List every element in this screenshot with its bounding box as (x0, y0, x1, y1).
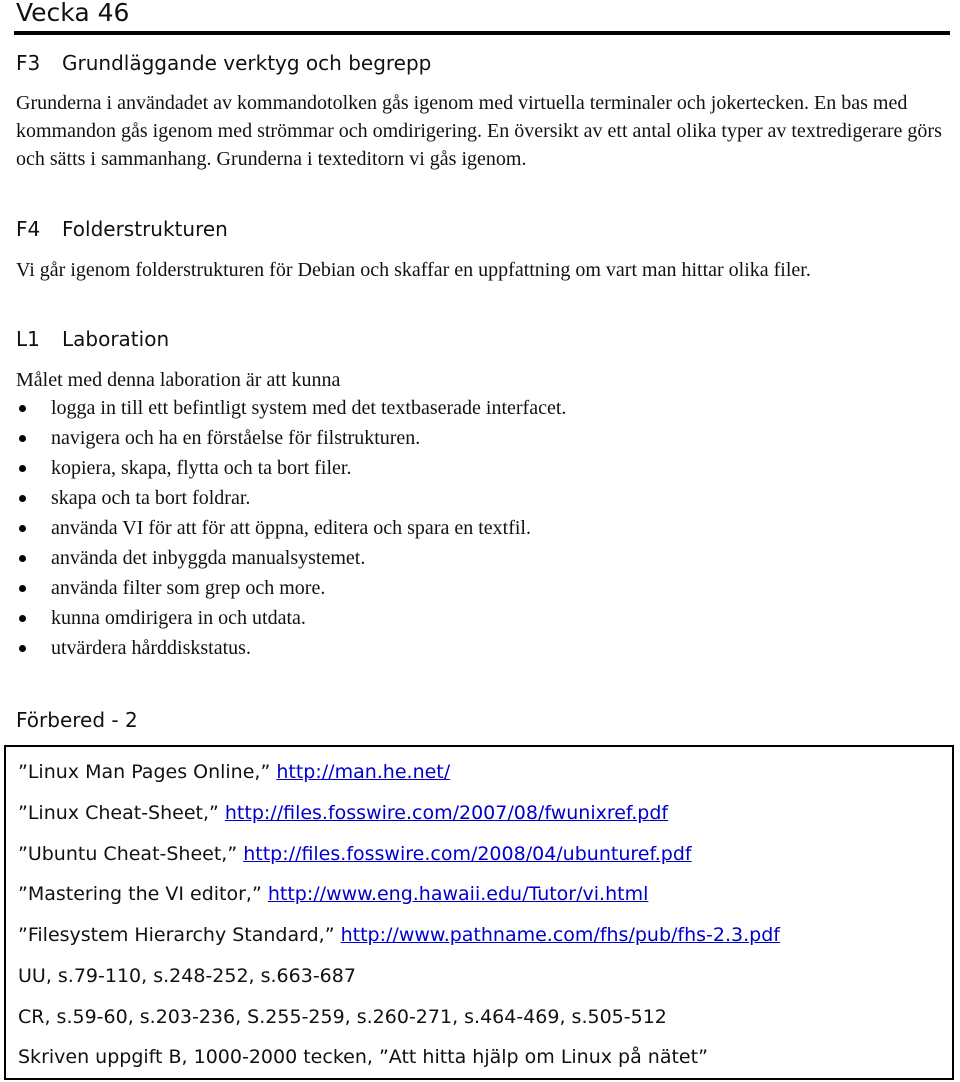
list-item: kopiera, skapa, flytta och ta bort filer. (16, 453, 566, 483)
section-title: Laboration (62, 327, 170, 351)
reference-link[interactable]: http://files.fosswire.com/2007/08/fwunixref.pdf (224, 802, 669, 824)
bullet-icon (19, 585, 26, 592)
reference-link[interactable]: http://files.fosswire.com/2008/04/ubunturef.pdf (243, 843, 692, 865)
uu-pages: UU, s.79-110, s.248-252, s.663-687 (18, 965, 356, 987)
section-paragraph-l1: Målet med denna laboration är att kunna (16, 369, 341, 391)
bullet-icon (19, 615, 26, 622)
reference-line (18, 800, 668, 826)
title-divider (14, 31, 950, 35)
section-code: F3 (16, 51, 41, 75)
bullet-icon (19, 525, 26, 532)
reference-link[interactable]: http://man.he.net/ (276, 761, 451, 783)
reference-label: ”Filesystem Hierarchy Standard,” (18, 924, 335, 946)
reference-line (18, 759, 450, 785)
section-paragraph-f4: Vi går igenom folderstrukturen för Debian och skaffar en uppfattning om vart man hittar olika filer. (16, 259, 811, 281)
bullet-icon (19, 495, 26, 502)
reference-line (18, 841, 692, 867)
list-item: skapa och ta bort foldrar. (16, 483, 566, 513)
bullet-icon (19, 405, 26, 412)
reference-link[interactable]: http://www.pathname.com/fhs/pub/fhs-2.3.pdf (340, 924, 780, 946)
section-paragraph-f3: Grunderna i användadet av kommandotolken gås igenom med virtuella terminaler och jokertecken. En bas med kommandon gås igenom med strömmar och omdirigering. En översikt av ett antal olika typer av textredigerare görs och sätts i sammanhang. Grunderna i texteditorn vi gås igenom. (16, 92, 942, 170)
section-code: L1 (16, 327, 40, 351)
section-heading-f3 (16, 50, 431, 76)
reference-line (18, 922, 780, 948)
list-item: kunna omdirigera in och utdata. (16, 603, 566, 633)
reference-label: ”Linux Man Pages Online,” (18, 761, 271, 783)
goals-list (16, 393, 566, 663)
bullet-icon (19, 435, 26, 442)
page-title: Vecka 46 (16, 0, 130, 27)
section-code: F4 (16, 217, 41, 241)
section-heading-l1 (16, 326, 169, 352)
reference-label: ”Mastering the VI editor,” (18, 883, 262, 905)
section-title: Grundläggande verktyg och begrepp (62, 51, 432, 75)
prepare-heading: Förbered - 2 (16, 708, 138, 732)
bullet-icon (19, 555, 26, 562)
reference-label: ”Linux Cheat-Sheet,” (18, 802, 219, 824)
list-item: använda det inbyggda manualsystemet. (16, 543, 566, 573)
list-item: navigera och ha en förståelse för filstrukturen. (16, 423, 566, 453)
bullet-icon (19, 645, 26, 652)
bullet-icon (19, 465, 26, 472)
section-title: Folderstrukturen (62, 217, 228, 241)
assignment-text: Skriven uppgift B, 1000-2000 tecken, ”Att hitta hjälp om Linux på nätet” (18, 1046, 708, 1068)
cr-pages: CR, s.59-60, s.203-236, S.255-259, s.260-271, s.464-469, s.505-512 (18, 1006, 667, 1028)
references-box (4, 745, 954, 1080)
section-heading-f4 (16, 216, 228, 242)
reference-link[interactable]: http://www.eng.hawaii.edu/Tutor/vi.html (267, 883, 649, 905)
list-item: utvärdera hårddiskstatus. (16, 633, 566, 663)
list-item: använda VI för att för att öppna, editera och spara en textfil. (16, 513, 566, 543)
reference-label: ”Ubuntu Cheat-Sheet,” (18, 843, 238, 865)
list-item: logga in till ett befintligt system med det textbaserade interfacet. (16, 393, 566, 423)
reference-line (18, 881, 648, 907)
list-item: använda filter som grep och more. (16, 573, 566, 603)
